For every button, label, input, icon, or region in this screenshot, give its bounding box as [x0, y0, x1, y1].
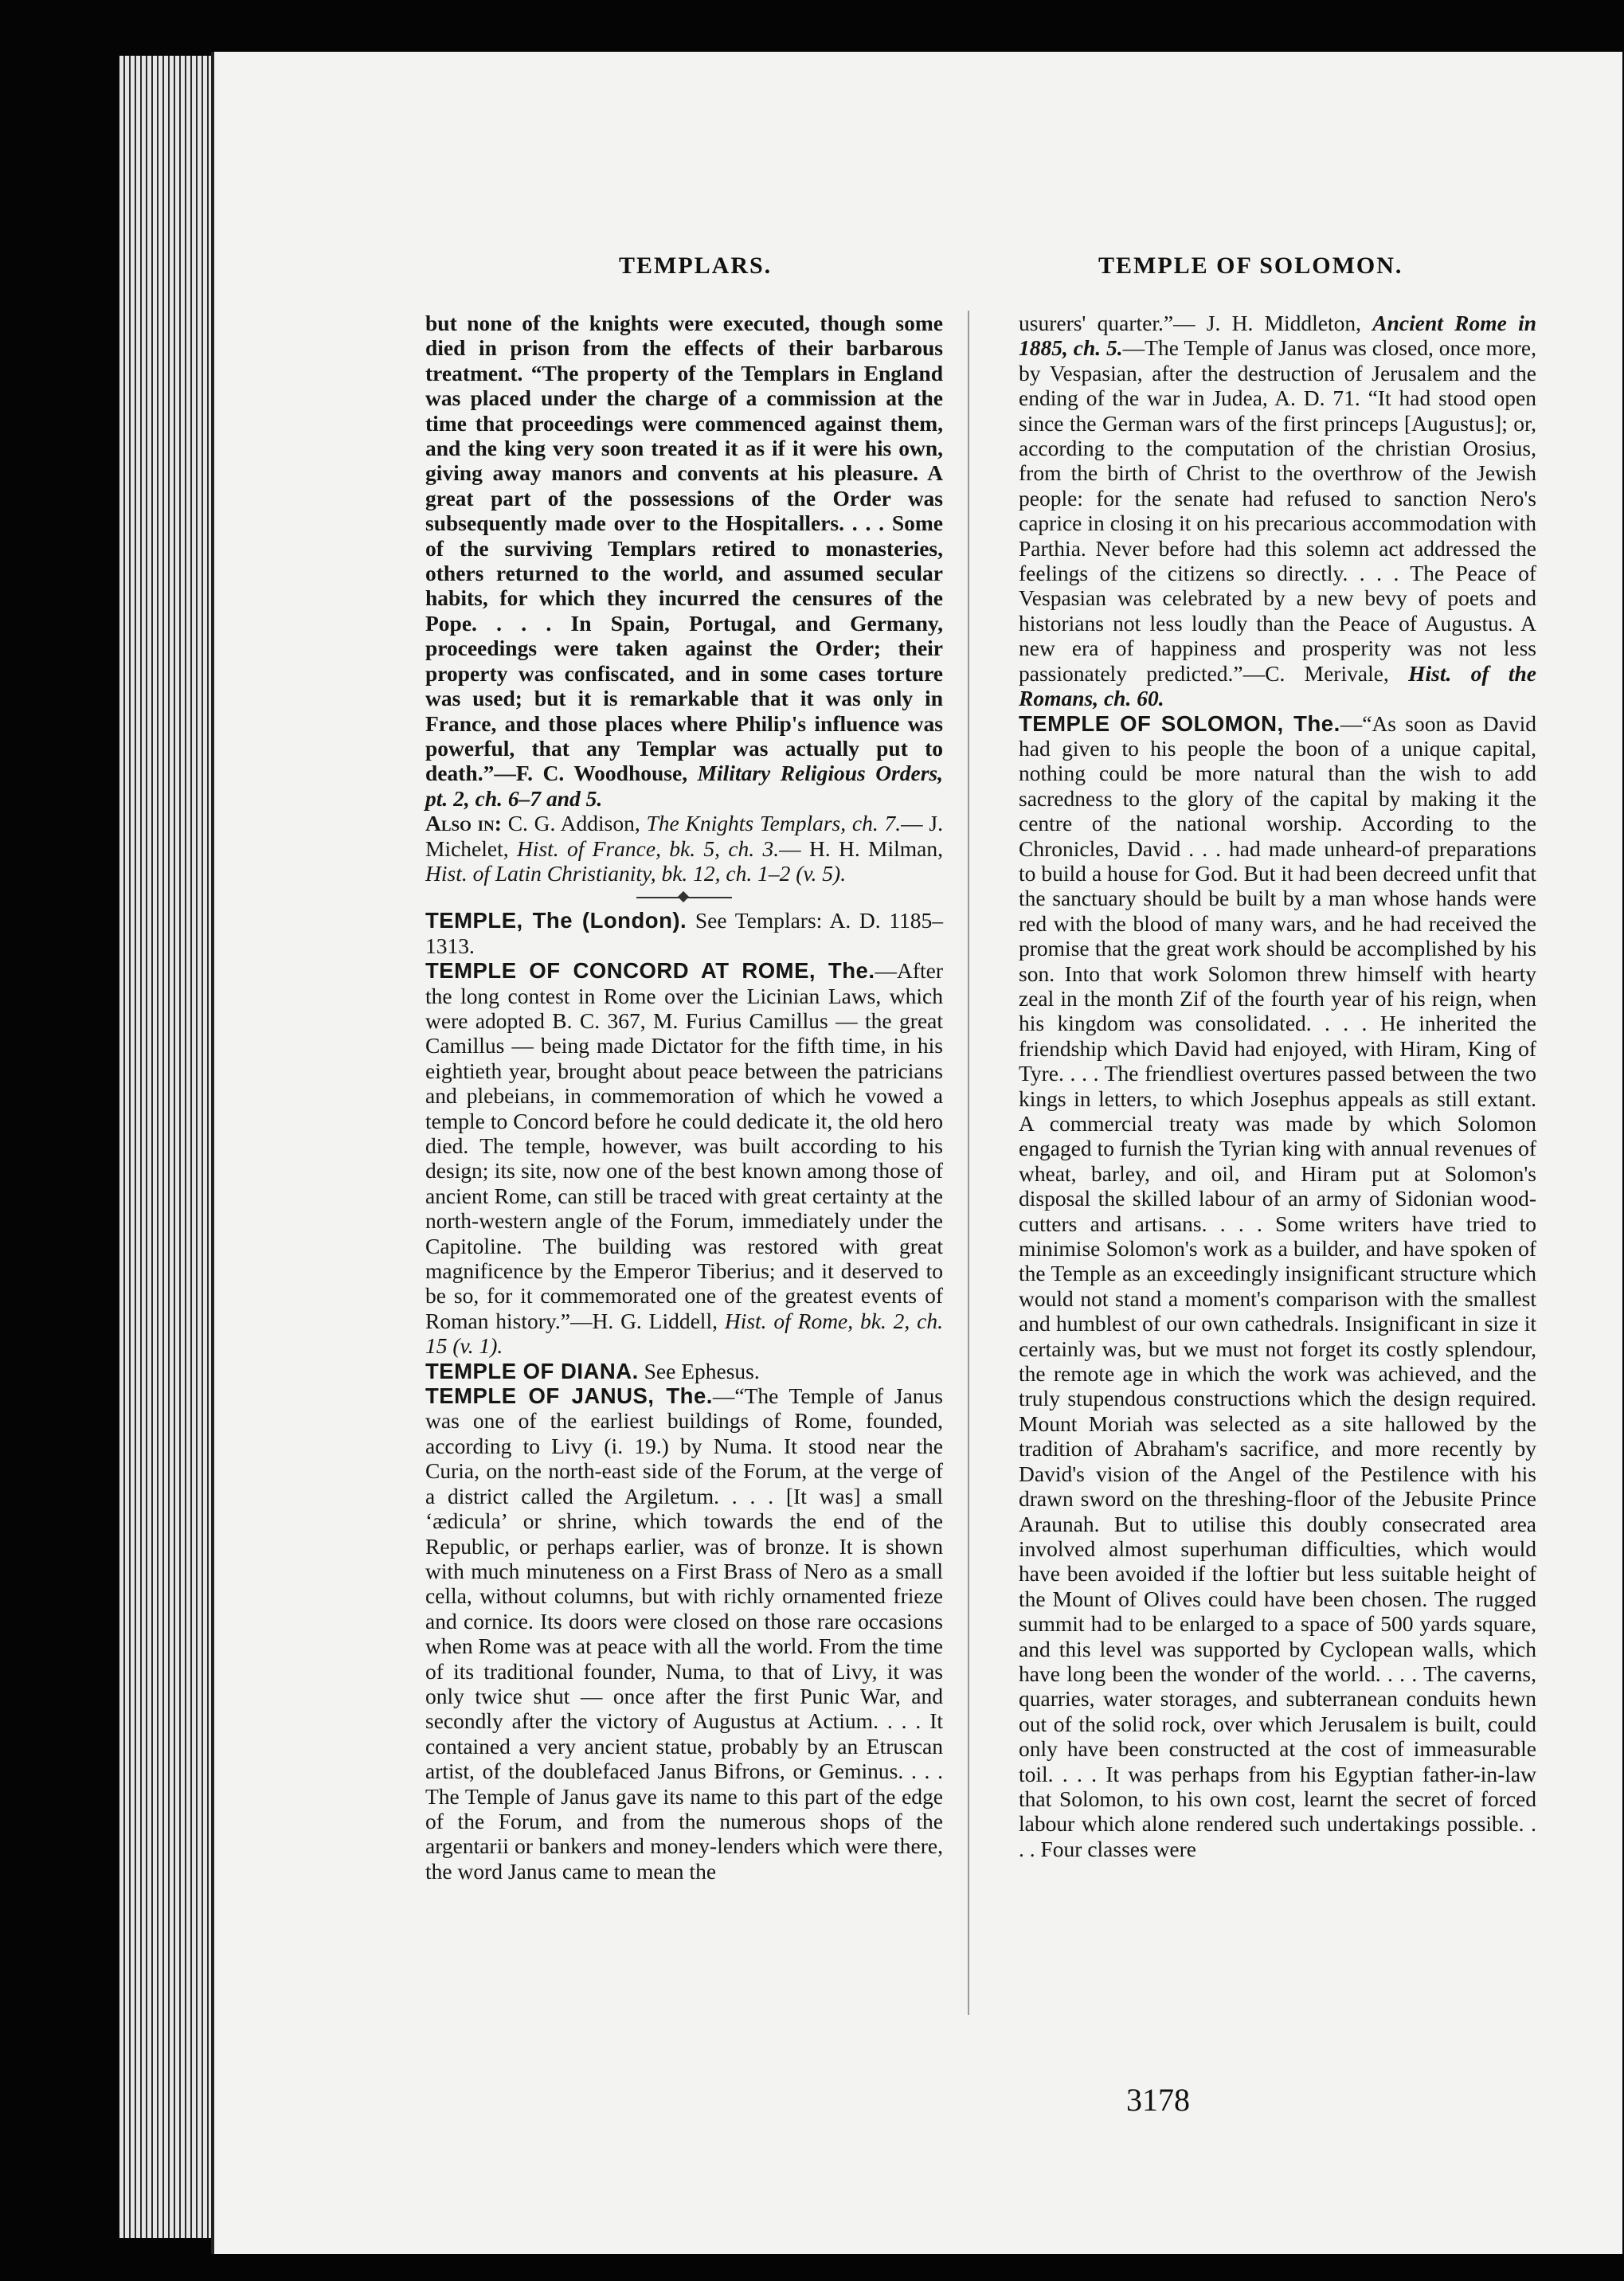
right-column	[1019, 311, 1536, 1861]
entry-heading: TEMPLE OF JANUS, The.	[425, 1383, 713, 1409]
page-edges	[119, 56, 223, 2238]
janus-text-2: —The Temple of Janus was closed, once more, by Vespasian, after the destruction of Jerusalem and the ending of the war in Judea, A. D. 71. “It had stood open since the German wars of the first princeps [Augustus]; or, according to the computation of the christian Orosius, from the birth of Christ to the overthrow of the Jewish people: for the senate had refused to sanction Nero's caprice in closing it on his precarious accommodation with Parthia. Never before had this solemn act addressed the feelings of the citizens so directly. . . . The Peace of Vespasian was celebrated by a new bevy of poets and historians not less loudly than the Peace of Augustus. A new era of happiness and prosperity was not less passionately predicted.”—C. Merivale,	[1019, 335, 1536, 686]
also-in-cite-1: The Knights Templars, ch. 7.	[646, 811, 902, 836]
janus-continuation	[1019, 311, 1536, 711]
also-in-text-1: C. G. Addison,	[501, 811, 647, 836]
entry-temple-janus	[425, 1383, 943, 1884]
templars-citation: Military Religious Orders, pt. 2, ch. 6–7 and 5.	[425, 761, 943, 811]
also-in-cite-2: Hist. of France, bk. 5, ch. 3.	[516, 835, 780, 861]
left-column	[425, 311, 943, 1884]
entry-text: —“As soon as David had given to his people the boon of a unique capital, nothing could be more natural than the wish to add sacredness to the glory of the capital by making it the centre of the national worship. According to the Chronicles, David . . . had made unheard-of preparations to build a house for God. But it had been decreed unfit that the sanctuary should be built by a man whose hands were red with the blood of many wars, and he had received the promise that the great work should be accomplished by his son. Into that work Solomon threw himself with hearty zeal in the month Zif of the fourth year of his reign, when his kingdom was consolidated. . . . He inherited the friendship which David had enjoyed, with Hiram, King of Tyre. . . . The friendliest overtures passed between the two kings in letters, to which Josephus appeals as still extant. A commercial treaty was made by which Solomon engaged to furnish the Tyrian king with annual revenues of wheat, barley, and oil, and Hiram put at Solomon's disposal the skilled labour of an army of Sidonian wood-cutters and artisans. . . . Some writers have tried to minimise Solomon's work as a builder, and have spoken of the Temple as an exceedingly insignificant structure which would not stand a moment's comparison with the smallest and humblest of our own cathedrals. Insignificant in size it certainly was, but we must not forget its costly splendour, the remote age in which the work was achieved, and the truly stupendous constructions which the design required. Mount Moriah was selected as a site hallowed by the tradition of Abraham's sacrifice, and more recently by David's vision of the Angel of the Pestilence with his drawn sword on the threshing-floor of the Jebusite Prince Araunah. But to utilise this doubly consecrated area involved almost superhuman difficulties, which would have been avoided if the loftier but less suitable height of the Mount of Olives could have been chosen. The rugged summit had to be enlarged to a space of 500 yards square, and this level was supported by Cyclopean walls, which have long been the wonder of the world. . . . The caverns, quarries, water storages, and subterranean conduits hewn out of the solid rock, over which Jerusalem is built, could only have been constructed at the cost of immeasurable toil. . . . It was perhaps from his Egyptian father-in-law that Solomon, to his own cost, learnt the secret of forced labour which alone rendered such undertakings possible. . . . Four classes were	[1019, 710, 1536, 1861]
also-in-note	[425, 811, 943, 886]
templars-text: but none of the knights were executed, though some died in prison from the effects of their barbarous treatment. “The property of the Templars in England was placed under the charge of a commission at the time that proceedings were commenced against them, and the king very soon treated it as if it were his own, giving away manors and convents at his pleasure. A great part of the possessions of the Order was subsequently made over to the Hospitallers. . . . Some of the surviving Templars retired to monasteries, others returned to the world, and assumed secular habits, for which they incurred the censures of the Pope. . . . In Spain, Portugal, and Germany, proceedings were taken against the Order; their property was confiscated, and in some cases torture was used; but it is remarkable that it was only in France, and those places where Philip's influence was powerful, that any Templar was actually put to death.”—F. C. Woodhouse,	[425, 311, 943, 786]
entry-text: See Ephesus.	[638, 1358, 760, 1383]
running-header	[214, 252, 1622, 300]
entry-temple-solomon	[1019, 711, 1536, 1862]
entry-text: —“The Temple of Janus was one of the earliest buildings of Rome, founded, according to Livy (i. 19.) by Numa. It stood near the Curia, on the north-east side of the Forum, at the verge of a district called the Argiletum. . . . [It was] a small ‘ædicula’ or shrine, which towards the end of the Republic, or perhaps earlier, was of bronze. It is shown with much minuteness on a First Brass of Nero as a small cella, without columns, but with richly ornamented frieze and cornice. Its doors were closed on those rare occasions when Rome was at peace with all the world. From the time of its traditional founder, Numa, to that of Livy, it was only twice shut — once after the first Punic War, and secondly after the victory of Augustus at Actium. . . . It contained a very ancient statue, probably by an Etruscan artist, of the doublefaced Janus Bifrons, or Geminus. . . . The Temple of Janus gave its name to this part of the edge of the Forum, and from the numerous shops of the argentarii or bankers and money-lenders which were there, the word Janus came to mean the	[425, 1383, 943, 1884]
also-in-label: Also in:	[425, 811, 502, 836]
page-number: 3178	[1126, 2082, 1190, 2118]
entry-heading: TEMPLE, The (London).	[425, 908, 687, 933]
entry-heading: TEMPLE OF CONCORD AT ROME, The.	[425, 958, 875, 984]
also-in-cite-3: Hist. of Latin Christianity, bk. 12, ch. 1–2 (v. 5).	[425, 860, 847, 886]
column-rule	[968, 311, 969, 2015]
section-separator	[636, 897, 732, 898]
entry-heading: TEMPLE OF SOLOMON, The.	[1019, 710, 1340, 736]
also-in-text-3: — H. H. Milman,	[779, 835, 943, 861]
entry-temple-diana	[425, 1359, 943, 1383]
also-in-text-2: — J. Michelet,	[425, 811, 943, 861]
janus-text-1: usurers' quarter.”— J. H. Middleton,	[1019, 311, 1373, 335]
header-right: TEMPLE OF SOLOMON.	[1098, 252, 1403, 279]
janus-cite-1: Ancient Rome in 1885, ch. 5.	[1019, 311, 1537, 361]
entry-text: See Templars: A. D. 1185–1313.	[425, 908, 943, 958]
janus-cite-2: Hist. of the Romans, ch. 60.	[1019, 660, 1536, 711]
entry-citation: Hist. of Rome, bk. 2, ch. 15 (v. 1).	[425, 1308, 943, 1359]
entry-heading: TEMPLE OF DIANA.	[425, 1358, 639, 1383]
header-left: TEMPLARS.	[619, 252, 773, 279]
entry-temple-london	[425, 908, 943, 958]
templars-continuation	[425, 311, 943, 811]
book-page	[211, 52, 1622, 2254]
entry-temple-concord	[425, 958, 943, 1359]
entry-text: —After the long contest in Rome over the Licinian Laws, which were adopted B. C. 367, M. Furius Camillus — the great Camillus — being made Dictator for the fifth time, in his eightieth year, brought about peace between the patricians and plebeians, in commemoration of which he vowed a temple to Concord before he could dedicate it, the old hero died. The temple, however, was built according to his design; its site, now one of the best known among those of ancient Rome, can still be traced with great certainty at the north-western angle of the Forum, immediately under the Capitoline. The building was restored with great magnificence by the Emperor Tiberius; and it deserved to be so, for it commemorated one of the greatest events of Roman history.”—H. G. Liddell,	[425, 958, 943, 1333]
